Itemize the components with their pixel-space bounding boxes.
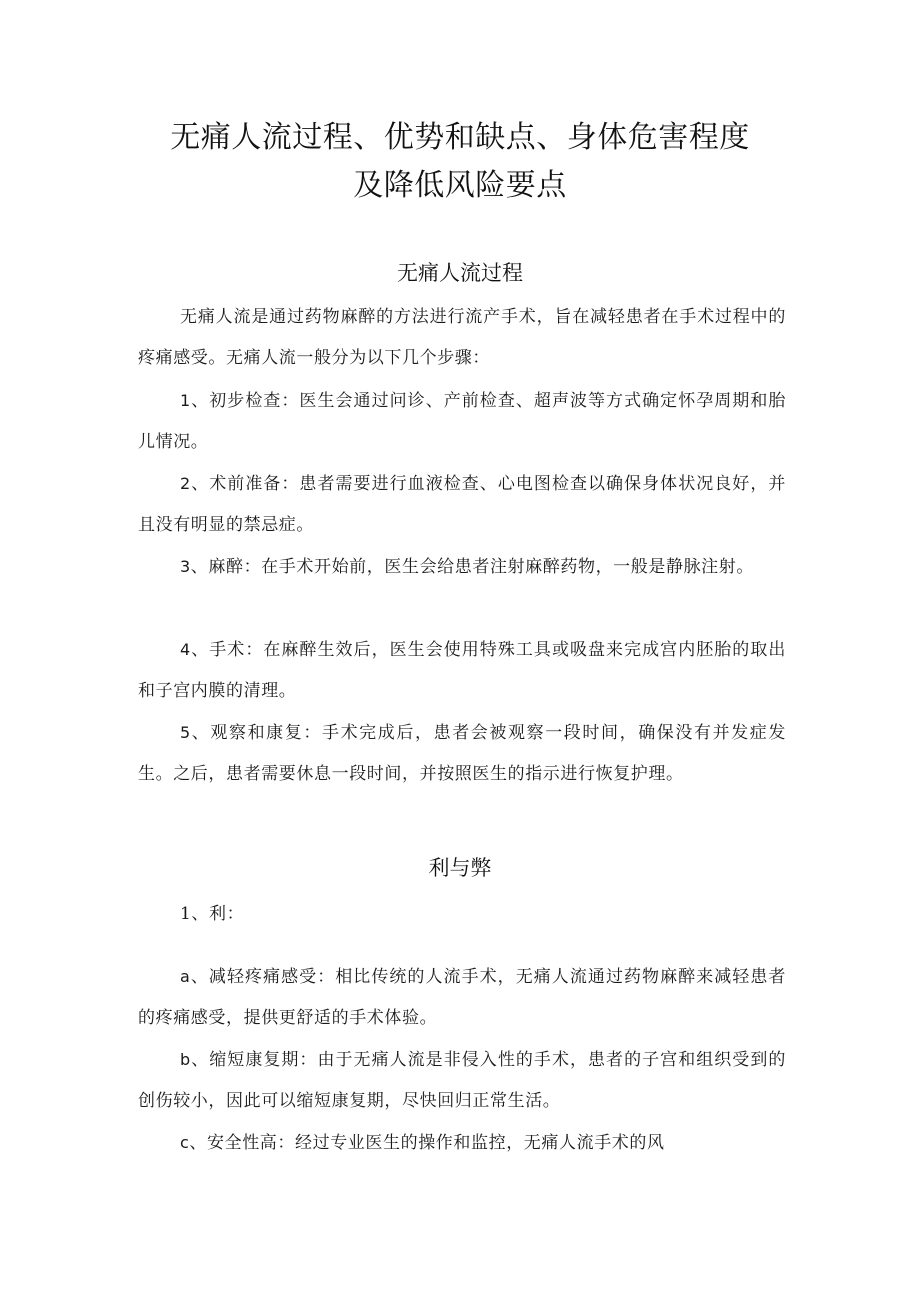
section-heading-pros-cons: 利与弊 <box>428 856 492 880</box>
step-text: 、麻醉：在手术开始前，医生会给患者注射麻醉药物，一般是静脉注射。 <box>190 557 754 577</box>
step-paragraph <box>138 463 786 546</box>
pros-label: 1、利： <box>180 904 245 924</box>
pro-item-paragraph <box>138 1039 786 1122</box>
document-title-line-2: 及降低风险要点 <box>353 168 567 203</box>
step-text: 、手术：在麻醉生效后，医生会使用特殊工具或吸盘来完成宫内胚胎的取出和子宫内膜的清理。 <box>138 640 786 701</box>
step-number: 4 <box>180 640 191 659</box>
step-number: 5 <box>180 723 191 742</box>
step-text: 、术前准备：患者需要进行血液检查、心电图检查以确保身体状况良好，并且没有明显的禁忌症。 <box>138 474 786 535</box>
pro-item-paragraph <box>138 956 786 1039</box>
pro-item-text: 、减轻疼痛感受：相比传统的人流手术，无痛人流通过药物麻醉来减轻患者的疼痛感受，提供更舒适的手术体验。 <box>138 967 786 1028</box>
step-number: 1 <box>180 391 191 410</box>
pro-item-text: 、缩短康复期：由于无痛人流是非侵入性的手术，患者的子宫和组织受到的创伤较小，因此可以缩短康复期，尽快回归正常生活。 <box>138 1050 786 1111</box>
step-paragraph <box>138 546 786 588</box>
step-number: 2 <box>180 474 191 493</box>
section-heading-process: 无痛人流过程 <box>397 261 523 285</box>
step-number: 3 <box>180 557 191 576</box>
step-text: 、初步检查：医生会通过问诊、产前检查、超声波等方式确定怀孕周期和胎儿情况。 <box>138 391 786 452</box>
intro-paragraph: 无痛人流是通过药物麻醉的方法进行流产手术，旨在减轻患者在手术过程中的疼痛感受。无痛人流一般分为以下几个步骤： <box>138 307 786 368</box>
pro-item-letter: a <box>180 967 191 986</box>
pro-item-text: 、安全性高：经过专业医生的操作和监控，无痛人流手术的风 <box>189 1133 665 1153</box>
step-paragraph <box>138 629 786 712</box>
pro-item-paragraph <box>138 1122 786 1164</box>
pro-item-letter: b <box>180 1050 191 1069</box>
step-text: 、观察和康复：手术完成后，患者会被观察一段时间，确保没有并发症发生。之后，患者需要休息一段时间，并按照医生的指示进行恢复护理。 <box>138 723 786 784</box>
step-paragraph <box>138 712 786 795</box>
pro-item-letter: c <box>180 1133 190 1152</box>
step-paragraph <box>138 380 786 463</box>
document-title-line-1: 无痛人流过程、优势和缺点、身体危害程度 <box>170 120 750 155</box>
